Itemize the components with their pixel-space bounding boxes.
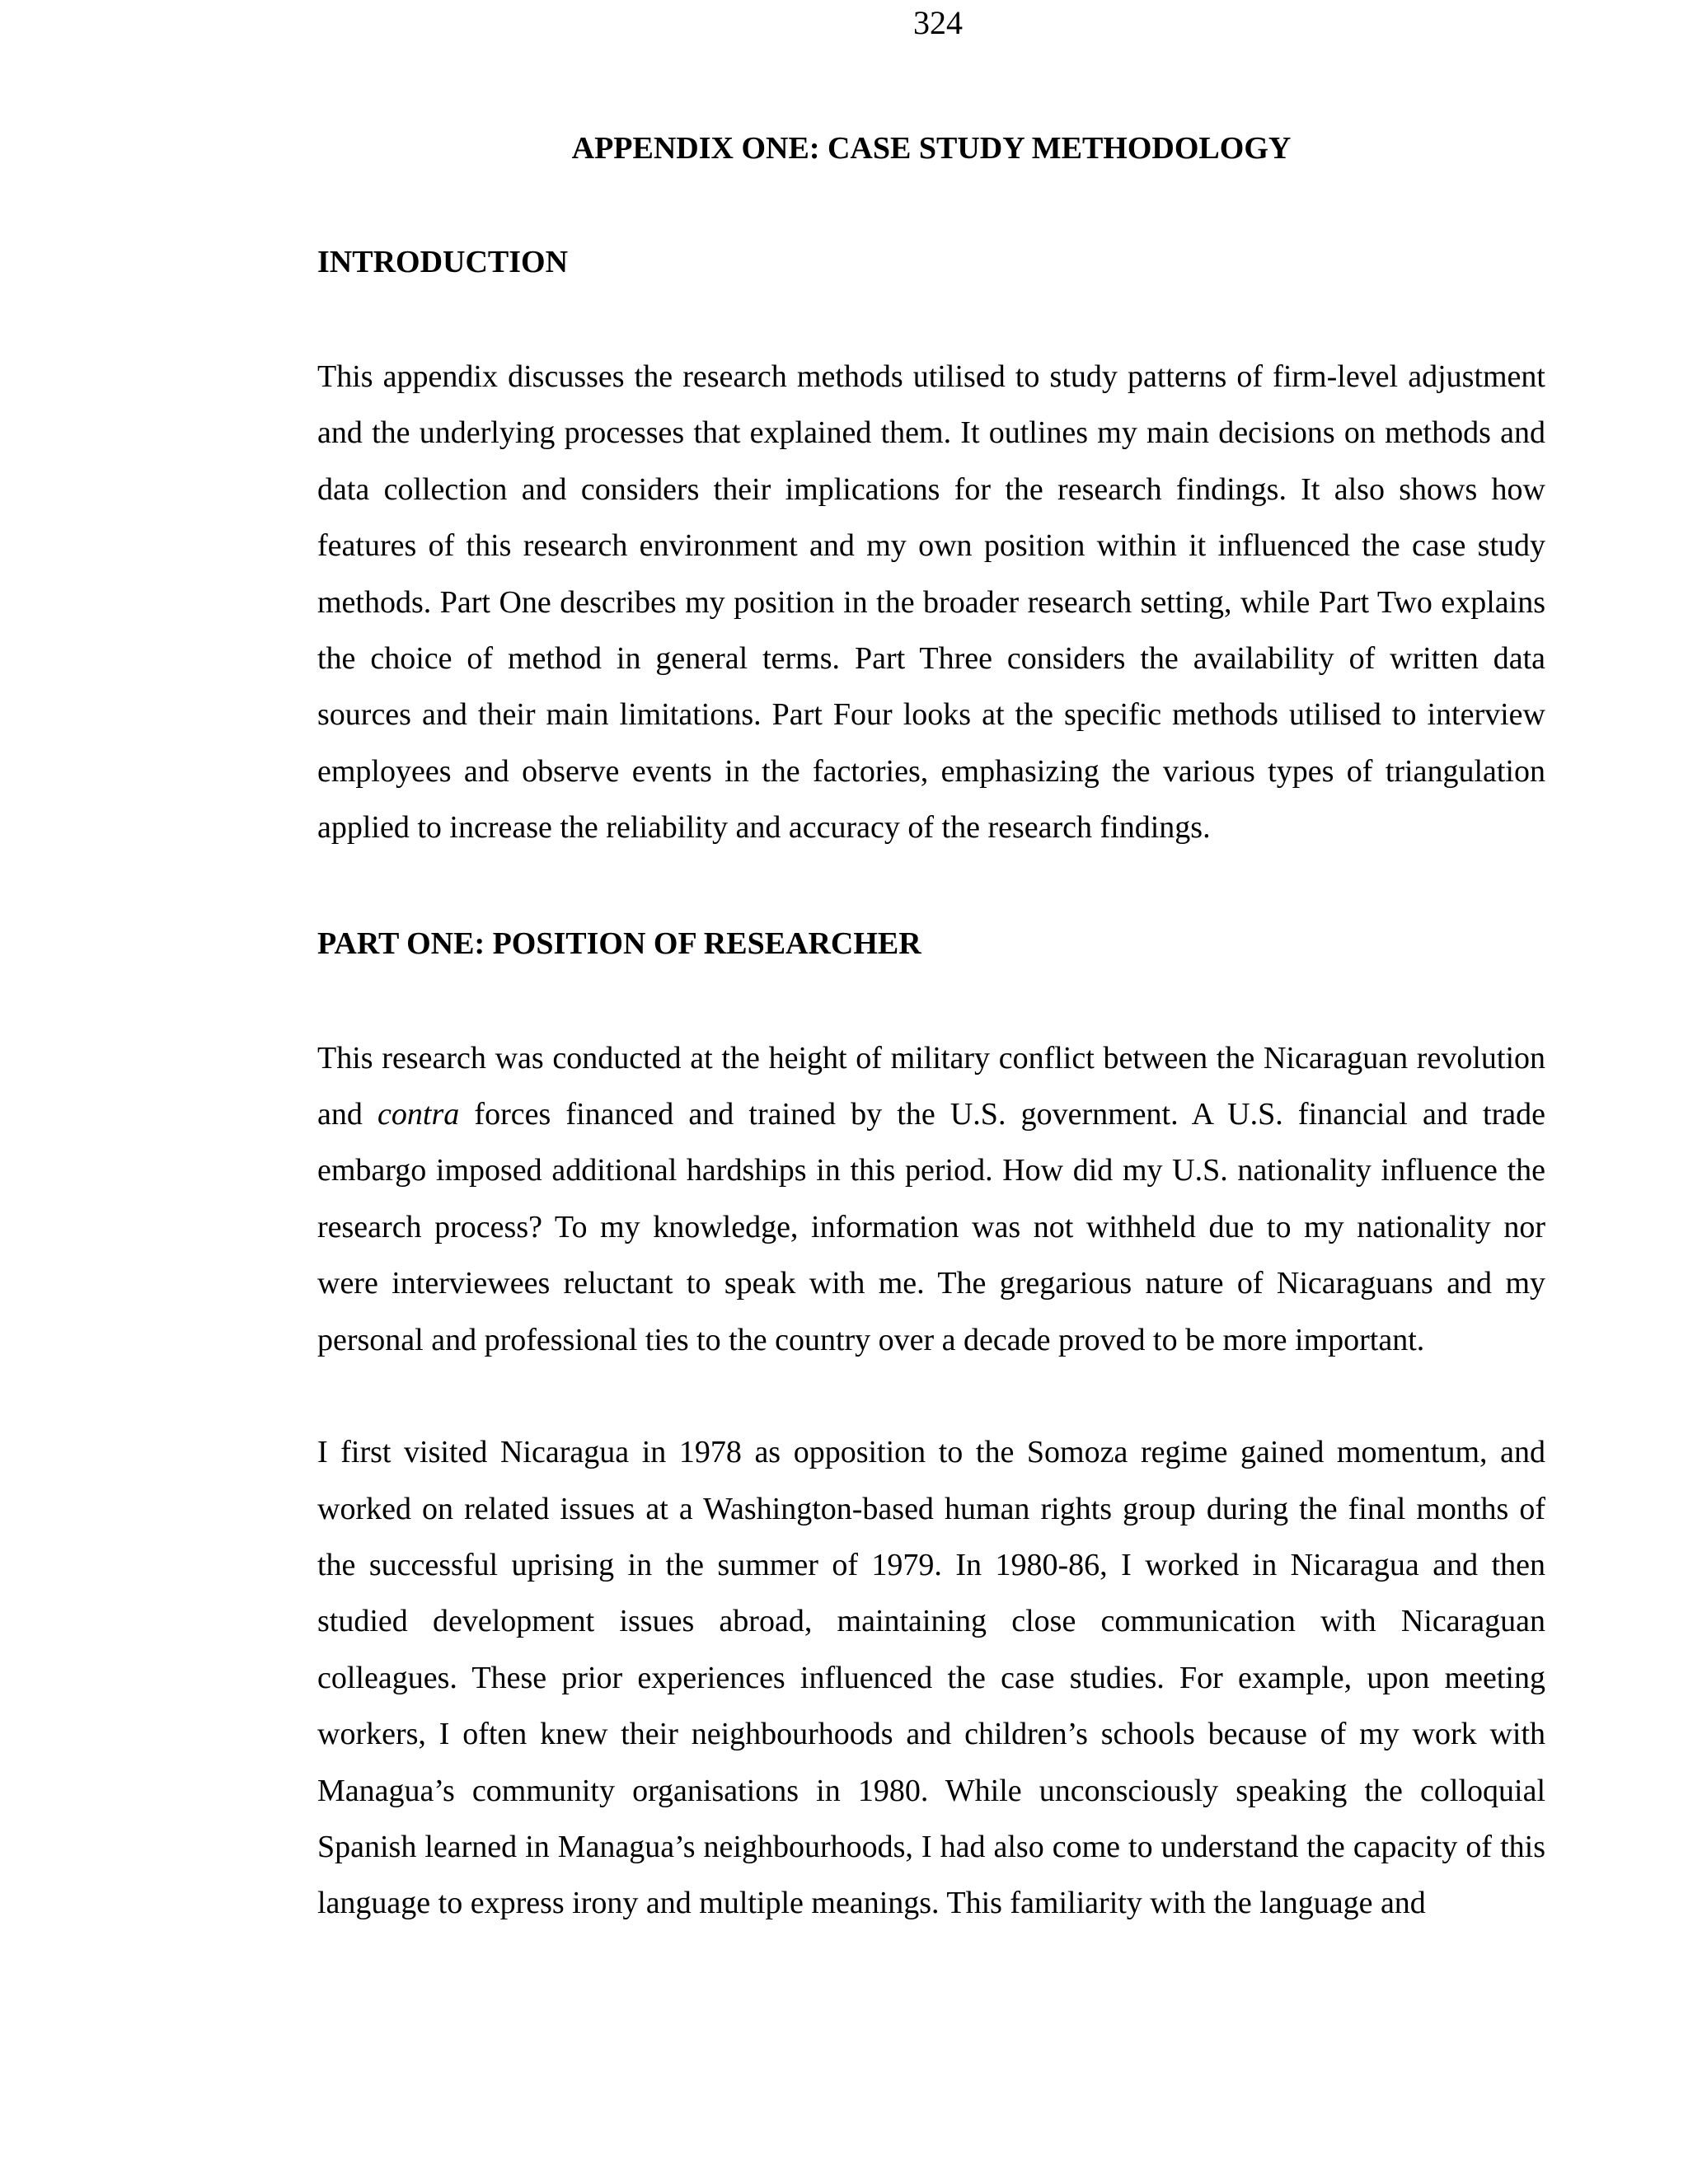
paragraph-text: forces financed and trained by the U.S. government. A U.S. financial and trade embargo imposed additional hardships in this period. How did my U.S. nationality influence the research process? To my knowledge, information was not withheld due to my nationality nor were interviewees reluctant to speak with me. The gregarious nature of Nicaraguans and my personal and professional ties to the country over a decade proved to be more important. bbox=[317, 1097, 1545, 1357]
document-body bbox=[317, 124, 1545, 1932]
paragraph-text: This research was conducted at the height of military conflict between the Nicaraguan revolution and bbox=[317, 1040, 1545, 1132]
part-one-paragraph-1 bbox=[317, 1030, 1545, 1368]
section-heading-part-one: PART ONE: POSITION OF RESEARCHER bbox=[317, 926, 921, 961]
introduction-paragraph: This appendix discusses the research methods utilised to study patterns of firm-level adjustment and the underlying processes that explained them. It outlines my main decisions on methods and data collection and considers their implications for the research findings. It also shows how features of this research environment and my own position within it influenced the case study methods. Part One describes my position in the broader research setting, while Part Two explains the choice of method in general terms. Part Three considers the availability of written data sources and their main limitations. Part Four looks at the specific methods utilised to interview employees and observe events in the factories, emphasizing the various types of triangulation applied to increase the reliability and accuracy of the research findings. bbox=[317, 359, 1545, 846]
italic-term-contra: contra bbox=[377, 1097, 460, 1132]
page-number-text: 324 bbox=[913, 4, 963, 41]
section-heading-introduction: INTRODUCTION bbox=[317, 245, 569, 279]
appendix-title: APPENDIX ONE: CASE STUDY METHODOLOGY bbox=[571, 131, 1292, 166]
page-number bbox=[0, 4, 1688, 46]
part-one-paragraph-2: I first visited Nicaragua in 1978 as opposition to the Somoza regime gained momentum, and worked on related issues at a Washington-based human rights group during the final months of the successful uprising in the summer of 1979. In 1980-86, I worked in Nicaragua and then studied development issues abroad, maintaining close communication with Nicaraguan colleagues. These prior experiences influenced the case studies. For example, upon meeting workers, I often knew their neighbourhoods and children’s schools because of my work with Managua’s community organisations in 1980. While unconsciously speaking the colloquial Spanish learned in Managua’s neighbourhoods, I had also come to understand the capacity of this language to express irony and multiple meanings. This familiarity with the language and bbox=[317, 1435, 1545, 1921]
